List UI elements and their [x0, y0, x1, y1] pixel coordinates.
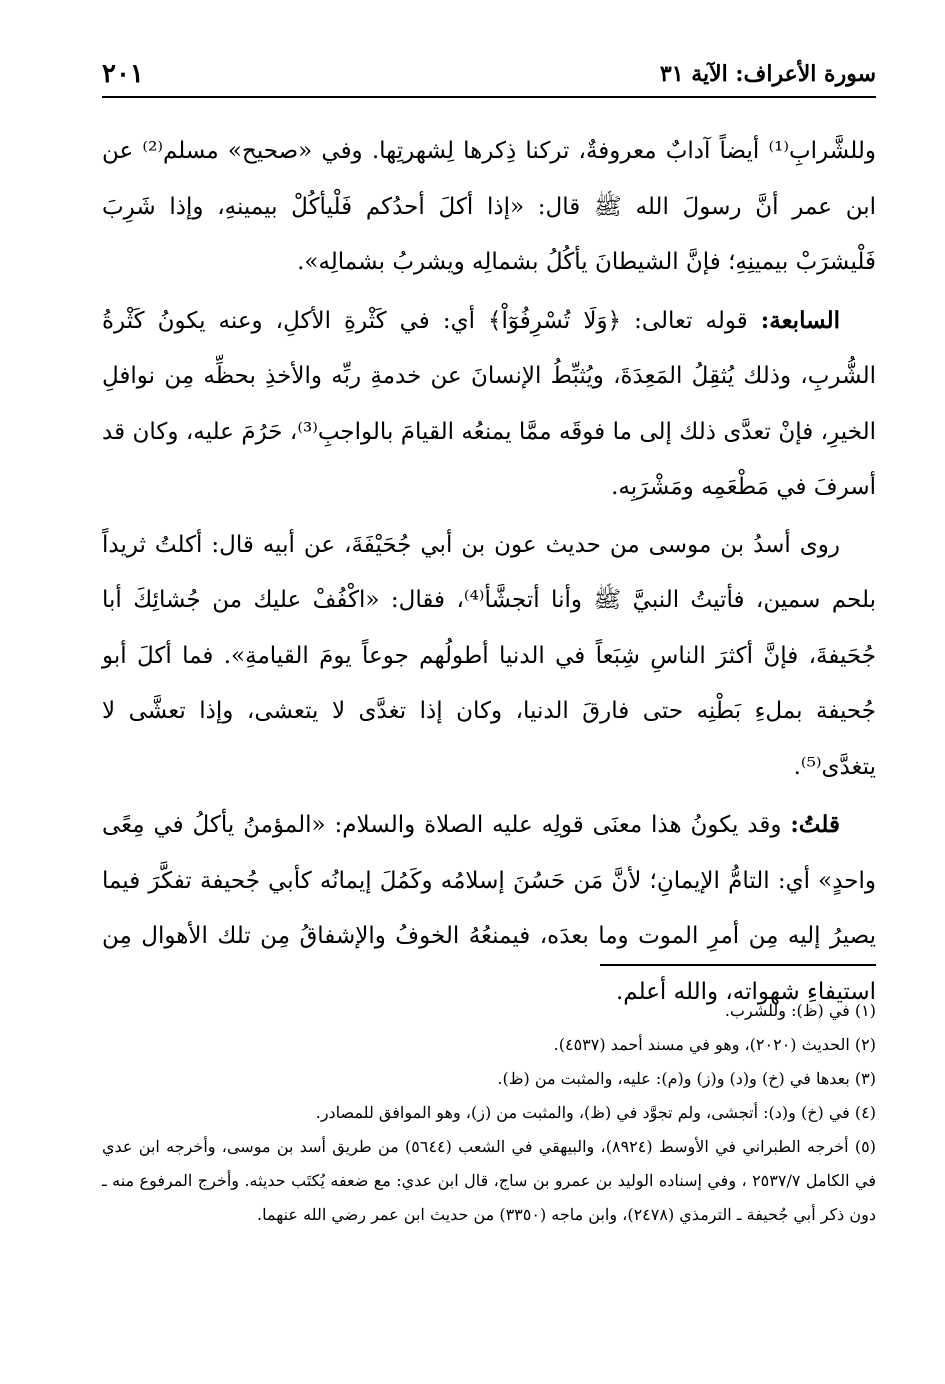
- paragraph-text: وللشَّرابِ⁽¹⁾ أيضاً آدابٌ معروفةٌ، تركنا ذِكرها لِشهرتِها. وفي «صحيح» مسلم⁽²⁾ عن ابن عمر أنَّ رسولَ الله ﷺ قال: «إذا أكلَ أحدُكم فَلْيأكُلْ بيمينهِ، وإذا شَرِبَ فَلْيشرَبْ بيمينِهِ؛ فإنَّ الشيطانَ يأكُلُ بشمالِه ويشربُ بشمالِه».: [102, 138, 876, 275]
- footnote-4: (٤) في (خ) و(د): أتجشى، ولم تجوَّد في (ظ)، والمثبت من (ز)، وهو الموافق للمصادر.: [315, 1103, 876, 1122]
- paragraph-text: وقد يكونُ هذا معنَى قولِه عليه الصلاة والسلام: «المؤمنُ يأكلُ في مِعًى واحدٍ» أي: التامُّ الإيمانِ؛ لأنَّ مَن حَسُنَ إسلامُه وكَمُلَ إيمانُه كأبي جُحيفة تفكَّرَ فيما يصيرُ إليه مِن أمرِ الموت وما بعدَه، فيمنعُهُ الخوفُ والإشفاقُ مِن تلك الأهوال مِن استيفاءِ شهواته، والله أعلم.: [102, 812, 876, 1005]
- main-text: [102, 124, 876, 1022]
- footnote-2: (٢) الحديث (٢٠٢٠)، وهو في مسند أحمد (٤٥٣٧).: [553, 1035, 876, 1054]
- paragraph-1: [102, 124, 876, 291]
- footnote-5: (٥) أخرجه الطبراني في الأوسط (٨٩٢٤)، والبيهقي في الشعب (٥٦٤٤) من طريق أسد بن موسى، وأخرجه ابن عدي في الكامل ٢٥٣٧/٧ ، وفي إسناده الوليد بن عمرو بن ساج، قال ابن عدي: مع ضعفه يُكتَب حديثه. وأخرج المرفوع منه ـ دون ذكر أبي جُحيفة ـ الترمذي (٢٤٧٨)، وابن ماجه (٣٣٥٠) من حديث ابن عمر رضي الله عنهما.: [102, 1137, 876, 1224]
- running-title: سورة الأعراف: الآية ٣١: [659, 61, 876, 87]
- footnote-1: (١) في (ظ): وللشرب.: [724, 1001, 876, 1020]
- paragraph-text: قوله تعالى: ﴿وَلَا تُسْرِفُوٓاْ﴾ أي: في كَثْرةِ الأكلِ، وعنه يكونُ كَثْرةُ الشُّربِ، وذلك يُثقِلُ المَعِدَةَ، ويُثبِّطُ الإنسانَ عن خدمةِ ربِّه والأخذِ بحظِّه مِن نوافلِ الخيرِ، فإنْ تعدَّى ذلك إلى ما فوقَه ممَّا يمنعُه القيامَ بالواجبِ⁽³⁾، حَرُمَ عليه، وكان قد أسرفَ في مَطْعَمِه ومَشْرَبِه.: [102, 307, 876, 500]
- paragraph-3: [102, 518, 876, 796]
- page-number: ٢٠١: [102, 59, 144, 89]
- footnotes: [102, 994, 876, 1232]
- paragraph-2: [102, 293, 876, 516]
- header-rule: [102, 96, 876, 98]
- paragraph-text: روى أسدُ بن موسى من حديث عون بن أبي جُحَيْفَةَ، عن أبيه قال: أكلتُ ثريداً بلحم سمين، فأتيتُ النبيَّ ﷺ وأنا أتجشَّأ⁽⁴⁾، فقال: «اكْفُفْ عليك من جُشائِكَ أبا جُحَيفةَ، فإنَّ أكثرَ الناسِ شِبَعاً في الدنيا أطولُهم جوعاً يومَ القيامةِ». فما أكلَ أبو جُحيفة بملءِ بَطْنِه حتى فارقَ الدنيا، وكان إذا تغدَّى لا يتعشى، وإذا تعشَّى لا يتغدَّى⁽⁵⁾.: [102, 531, 876, 780]
- footnote-3: (٣) بعدها في (خ) و(د) و(ز) و(م): عليه، والمثبت من (ظ).: [497, 1069, 876, 1088]
- footnote-rule: [600, 964, 876, 966]
- page-header: [102, 52, 876, 96]
- paragraph-lead: قلتُ:: [790, 811, 840, 838]
- paragraph-4: [102, 797, 876, 1020]
- paragraph-lead: السابعة:: [760, 306, 841, 334]
